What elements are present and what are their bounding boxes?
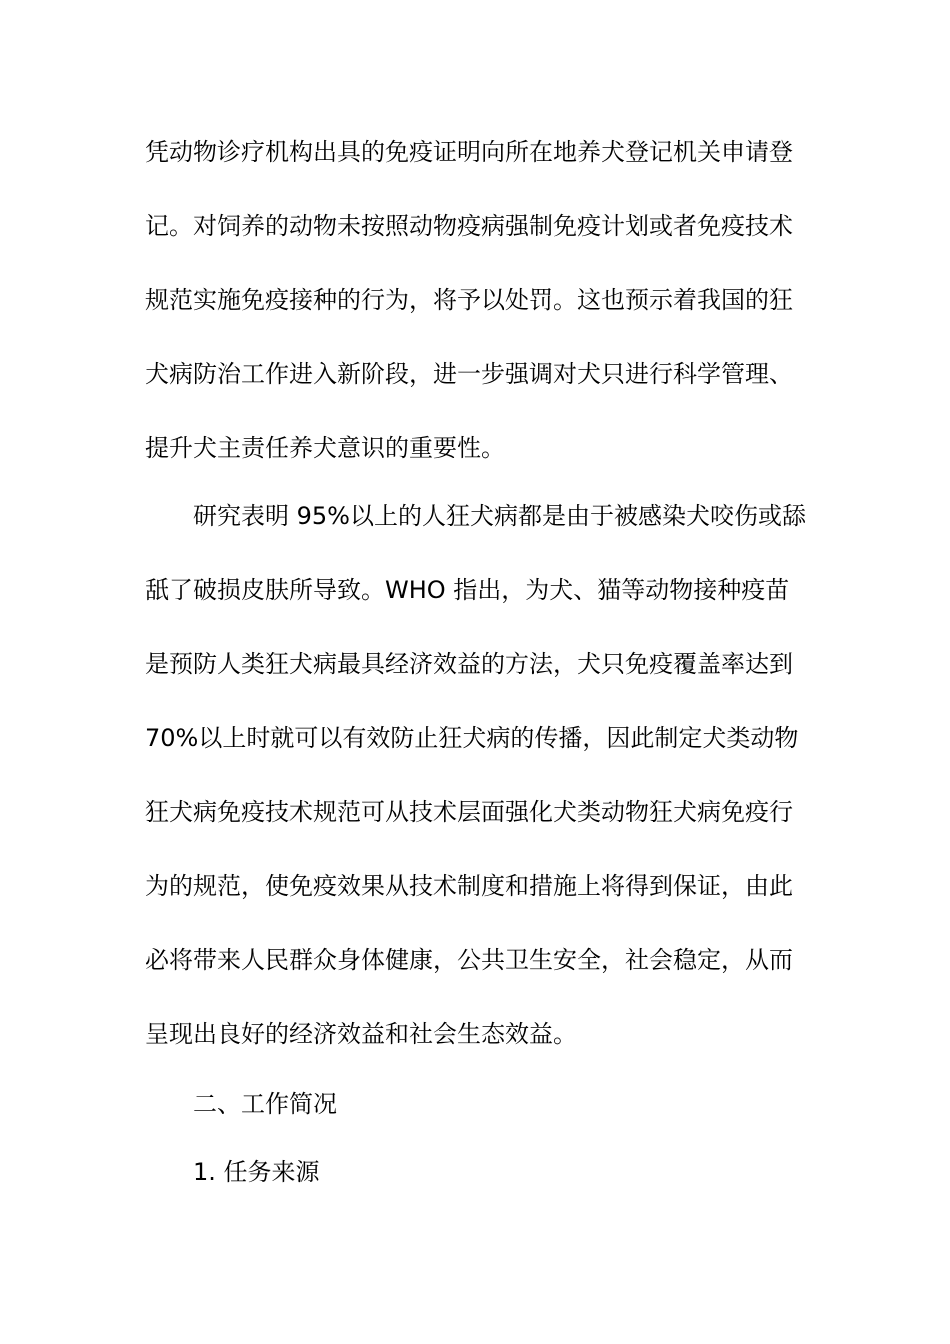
paragraph-1-line-5: 提升犬主责任养犬意识的重要性。 xyxy=(145,434,505,462)
paragraph-2-line-7: 必将带来人民群众身体健康，公共卫生安全，社会稳定，从而 xyxy=(145,946,793,974)
paragraph-2-line-4: 70%以上时就可以有效防止狂犬病的传播，因此制定犬类动物 xyxy=(145,724,799,752)
paragraph-2-line-1: 研究表明 95%以上的人狂犬病都是由于被感染犬咬伤或舔 xyxy=(193,502,806,530)
paragraph-1-line-3: 规范实施免疫接种的行为，将予以处罚。这也预示着我国的狂 xyxy=(145,286,793,314)
paragraph-1-line-4: 犬病防治工作进入新阶段，进一步强调对犬只进行科学管理、 xyxy=(145,360,793,388)
paragraph-1-line-1: 凭动物诊疗机构出具的免疫证明向所在地养犬登记机关申请登 xyxy=(145,138,793,166)
paragraph-2-line-5: 狂犬病免疫技术规范可从技术层面强化犬类动物狂犬病免疫行 xyxy=(145,798,793,826)
paragraph-1-line-2: 记。对饲养的动物未按照动物疫病强制免疫计划或者免疫技术 xyxy=(145,212,793,240)
subsection-heading: 1. 任务来源 xyxy=(193,1158,320,1186)
paragraph-2-line-2: 舐了破损皮肤所导致。WHO 指出，为犬、猫等动物接种疫苗 xyxy=(145,576,790,604)
paragraph-2-line-6: 为的规范，使免疫效果从技术制度和措施上将得到保证，由此 xyxy=(145,872,793,900)
paragraph-2-line-3: 是预防人类狂犬病最具经济效益的方法，犬只免疫覆盖率达到 xyxy=(145,650,793,678)
paragraph-2-line-8: 呈现出良好的经济效益和社会生态效益。 xyxy=(145,1020,577,1048)
section-heading: 二、工作简况 xyxy=(193,1090,337,1118)
